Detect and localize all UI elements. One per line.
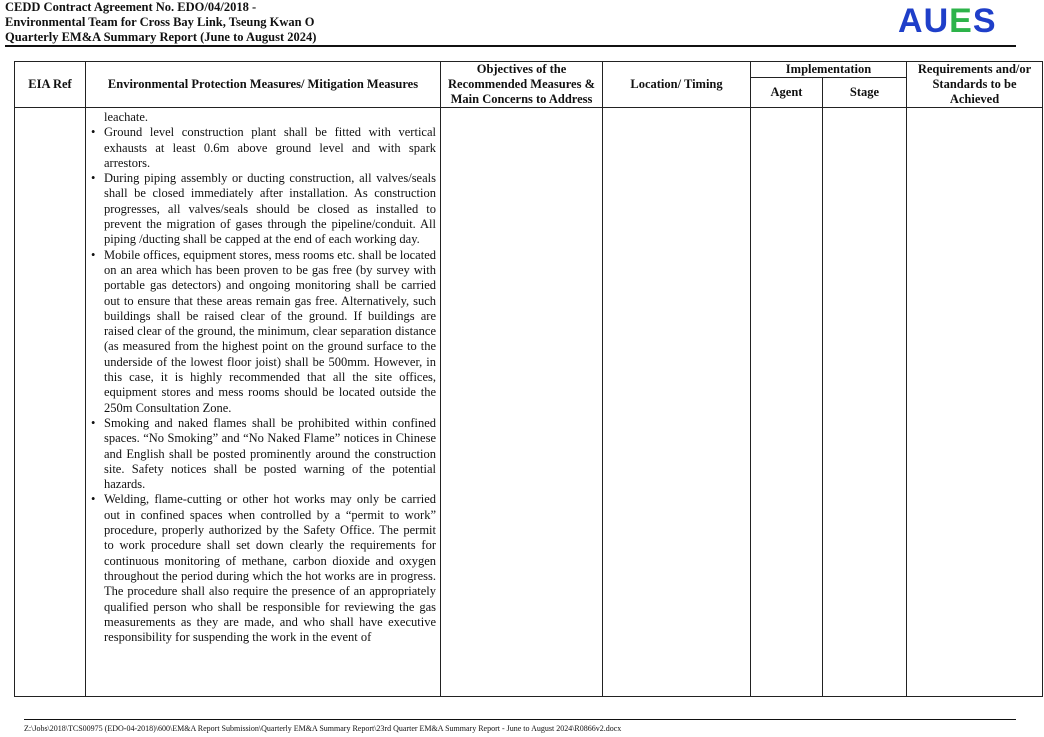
contract-title: CEDD Contract Agreement No. EDO/04/2018 - — [5, 0, 257, 14]
cell-measures — [86, 108, 441, 697]
col-objectives: Objectives of the Recommended Measures & Main Concerns to Address — [441, 62, 603, 108]
table-row — [15, 108, 1043, 697]
report-header — [5, 0, 316, 45]
team-title: Environmental Team for Cross Bay Link, Tseung Kwan O — [5, 15, 315, 29]
col-measures: Environmental Protection Measures/ Mitigation Measures — [86, 62, 441, 108]
cell-location — [603, 108, 751, 697]
cell-stage — [823, 108, 907, 697]
aues-logo: AUES — [898, 2, 997, 40]
footer-rule — [24, 719, 1016, 720]
mitigation-measures-table — [14, 61, 1043, 697]
list-item: • Ground level construction plant shall be fitted with vertical exhausts at least 0.6m above ground level and with spark arrestors. — [104, 125, 436, 171]
list-item: • Welding, flame-cutting or other hot works may only be carried out in confined spaces when controlled by a “permit to work” procedure, properly authorized by the Safety Office. The permit to work procedure shall set down clearly the requirements for continuous monitoring of methane, carbon dioxide and oxygen throughout the period during which the hot works are in progress. The procedure shall also require the presence of an appropriately qualified person who shall be responsible for reviewing the gas measurements as they are made, and who shall have executive responsibility for suspending the work in the event of — [104, 492, 436, 645]
measures-list — [90, 125, 436, 645]
header-rule — [5, 45, 1016, 47]
list-item: • During piping assembly or ducting construction, all valves/seals shall be closed immediately after installation. As construction progresses, all valves/seals should be closed as installed to prevent the migration of gases through the pipeline/conduit. All piping /ducting shall be capped at the end of each working day. — [104, 171, 436, 247]
list-item: • Mobile offices, equipment stores, mess rooms etc. shall be located on an area which has been proven to be gas free (by survey with portable gas detectors) and ongoing monitoring shall be carried out to ensure that these areas remain gas free. Alternatively, such buildings shall be raised clear of the ground. If buildings are raised clear of the ground, the minimum, clear separation distance (as measured from the highest point on the ground surface to the underside of the lowest floor joist) shall be 500mm. However, in this case, it is highly recommended that all the site offices, equipment stores and mess rooms should be located outside the 250m Consultation Zone. — [104, 248, 436, 416]
cell-eia-ref — [15, 108, 86, 697]
file-path-footer: Z:\Jobs\2018\TCS00975 (EDO-04-2018)\600\EM&A Report Submission\Quarterly EM&A Summary Report\23rd Quarter EM&A Summary Report - June to August 2024\R0866v2.docx — [24, 724, 622, 733]
list-item: • Smoking and naked flames shall be prohibited within confined spaces. “No Smoking” and “No Naked Flame” notices in Chinese and English shall be posted prominently around the construction site. Safety notices shall be posted warning of the potential hazards. — [104, 416, 436, 492]
col-stage: Stage — [823, 78, 907, 108]
col-location-timing: Location/ Timing — [603, 62, 751, 108]
col-eia-ref: EIA Ref — [15, 62, 86, 108]
report-title: Quarterly EM&A Summary Report (June to August 2024) — [5, 30, 317, 44]
col-implementation: Implementation — [751, 62, 907, 78]
cell-requirements — [907, 108, 1043, 697]
col-requirements: Requirements and/or Standards to be Achieved — [907, 62, 1043, 108]
cell-agent — [751, 108, 823, 697]
measure-continuation: leachate. — [104, 110, 149, 124]
col-agent: Agent — [751, 78, 823, 108]
cell-objectives — [441, 108, 603, 697]
